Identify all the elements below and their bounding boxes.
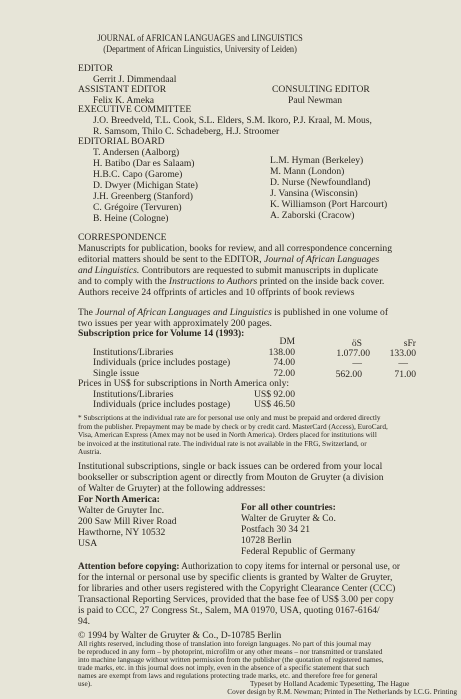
copying-line: 94. <box>78 616 90 627</box>
assistant-editor-name: Felix K. Ameka <box>93 95 155 106</box>
correspondence-heading: CORRESPONDENCE <box>78 232 167 243</box>
price-dm: 72.00 <box>273 368 295 379</box>
na-price-label: Institutions/Libraries <box>93 389 174 400</box>
copyright-notice: © 1994 by Walter de Gruyter & Co., D-10785 Berlin <box>78 630 282 641</box>
typeset-credit: Typeset by Holland Academic Typesetting, The Hague <box>250 679 410 688</box>
rights-line: trade marks, etc. in this journal does not imply, even in the absence of a specific statement that such <box>78 663 370 672</box>
rights-line: names are exempt from laws and regulations protecting trade marks, etc. and therefore free for general <box>78 671 378 680</box>
correspondence-line: and Linguistics. Contributors are requested to submit manuscripts in duplicate <box>78 265 379 276</box>
footnote-line: be invoiced at the institutional rate. The individual rate is not available in the FRG, Switzerland, or <box>78 438 367 448</box>
consulting-editor-label: CONSULTING EDITOR <box>272 84 370 95</box>
rights-line: use). <box>78 679 92 688</box>
board-member: K. Williamson (Port Harcourt) <box>270 199 388 210</box>
other-address-line: Federal Republic of Germany <box>241 546 356 557</box>
price-sfr: — <box>398 358 408 369</box>
na-address-line: USA <box>78 538 98 549</box>
copying-line: is paid to CCC, 27 Congress St., Salem, MA 01970, USA, quoting 0167-6164/ <box>78 605 380 616</box>
na-address-line: Walter de Gruyter Inc. <box>78 505 165 516</box>
board-member: T. Andersen (Aalborg) <box>93 147 180 158</box>
price-sfr: 133.00 <box>389 348 416 359</box>
price-row-label: Single issue <box>93 368 140 379</box>
price-sfr: 71.00 <box>394 369 416 380</box>
price-row-label: Institutions/Libraries <box>93 347 174 358</box>
na-price-label: Individuals (price includes postage) <box>93 399 231 410</box>
currency-os: öS <box>351 338 362 349</box>
board-member: D. Dwyer (Michigan State) <box>93 180 198 191</box>
price-os: — <box>352 358 362 369</box>
copying-line: for libraries and other users registered with the Copyright Clearance Center (CCC) <box>78 583 396 594</box>
institutional-line: of Walter de Gruyter) at the following addresses: <box>78 483 266 494</box>
price-os: 1.077.00 <box>336 348 370 359</box>
copying-line: Attention before copying: Authorization to copy items for internal or personal use, or <box>78 561 400 572</box>
editor-name: Gerrit J. Dimmendaal <box>93 74 177 85</box>
price-heading: Subscription price for Volume 14 (1993): <box>78 328 245 339</box>
price-row-label: Individuals (price includes postage) <box>93 357 231 368</box>
other-address-line: 10728 Berlin <box>241 535 292 546</box>
footnote-line: Visa, American Express (Amex may not be used in North America). Orders placed for institutions will <box>78 430 377 439</box>
price-os: 562.00 <box>335 369 362 380</box>
board-member: M. Mann (London) <box>270 166 345 177</box>
copying-line: for the internal or personal use by specific clients is granted by Walter de Gruyter, <box>78 572 393 583</box>
rights-line: All rights reserved, including those of translation into foreign languages. No part of this journal may <box>78 639 372 648</box>
journal-subtitle: (Department of African Linguistics, University of Leiden) <box>103 44 297 55</box>
north-america-price-heading: Prices in US$ for subscriptions in North America only: <box>78 378 290 389</box>
board-member: C. Grégoire (Tervuren) <box>93 202 182 213</box>
board-member: H. Batibo (Dar es Salaam) <box>93 158 195 169</box>
board-member: J. Vansina (Wisconsin) <box>270 188 358 199</box>
journal-title: JOURNAL of AFRICAN LANGUAGES and LINGUISTICS <box>97 33 303 44</box>
board-member: B. Heine (Cologne) <box>93 213 169 224</box>
institutional-line: bookseller or subscription agent or directly from Mouton de Gruyter (a division <box>78 472 384 483</box>
na-price-value: US$ 92.00 <box>253 389 295 400</box>
correspondence-line: Manuscripts for publication, books for review, and all correspondence concerning <box>78 243 393 254</box>
board-member: J.H. Greenberg (Stanford) <box>93 191 193 202</box>
correspondence-line: Authors receive 24 offprints of articles and 10 offprints of book reviews <box>78 287 355 298</box>
other-address-line: Walter de Gruyter & Co. <box>241 513 336 524</box>
consulting-editor-name: Paul Newman <box>288 95 343 106</box>
editor-label: EDITOR <box>78 63 113 74</box>
board-member: A. Zaborski (Cracow) <box>270 210 355 221</box>
executive-committee-label: EXECUTIVE COMMITTEE <box>78 104 192 115</box>
price-dm: 74.00 <box>273 357 295 368</box>
footnote-line: Austria. <box>78 447 102 456</box>
other-address-label: For all other countries: <box>241 502 336 513</box>
footnote-line: from the publisher. Prepayment may be made by check or by credit card. MasterCard (Access), EuroCard, <box>78 421 388 431</box>
na-address-label: For North America: <box>78 494 160 505</box>
assistant-editor-label: ASSISTANT EDITOR <box>78 84 167 95</box>
subscription-intro: two issues per year with approximately 200 pages. <box>78 318 272 329</box>
currency-sfr: sFr <box>403 338 416 349</box>
subscription-intro: The Journal of African Languages and Linguistics is published in one volume of <box>78 307 389 318</box>
footnote-line: * Subscriptions at the individual rate are for personal use only and must be prepaid and ordered directly <box>78 413 381 422</box>
currency-dm: DM <box>279 336 295 347</box>
na-address-line: Hawthorne, NY 10532 <box>78 527 166 538</box>
editorial-board-label: EDITORIAL BOARD <box>78 136 165 147</box>
na-address-line: 200 Saw Mill River Road <box>78 516 177 527</box>
rights-line: into machine language without written permission from the publisher (the quotation of registered names, <box>78 655 384 664</box>
rights-line: be reproduced in any form – by photoprint, microfilm or any other means – nor transmitted or translated <box>78 647 383 656</box>
board-member: D. Nurse (Newfoundland) <box>270 177 371 188</box>
other-address-line: Postfach 30 34 21 <box>241 524 311 535</box>
cover-credit: Cover design by R.M. Newman; Printed in The Netherlands by I.C.G. Printing <box>227 687 457 696</box>
board-member: L.M. Hyman (Berkeley) <box>270 155 364 166</box>
board-member: H.B.C. Capo (Garome) <box>93 169 183 180</box>
institutional-line: Institutional subscriptions, single or back issues can be ordered from your local <box>78 461 383 472</box>
executive-committee-line: R. Samsom, Thilo C. Schadeberg, H.J. Stroomer <box>93 126 280 137</box>
correspondence-line: and to comply with the Instructions to Authors printed on the inside back cover. <box>78 276 385 287</box>
correspondence-line: editorial matters should be sent to the EDITOR, Journal of African Languages <box>78 254 380 265</box>
executive-committee-line: J.O. Breedveld, T.L. Cook, S.L. Elders, S.M. Ikoro, P.J. Kraal, M. Mous, <box>93 115 372 126</box>
price-dm: 138.00 <box>268 347 295 358</box>
na-price-value: US$ 46.50 <box>253 399 295 410</box>
copying-line: Transactional Reporting Services, provided that the base fee of US$ 3.00 per copy <box>78 594 394 605</box>
